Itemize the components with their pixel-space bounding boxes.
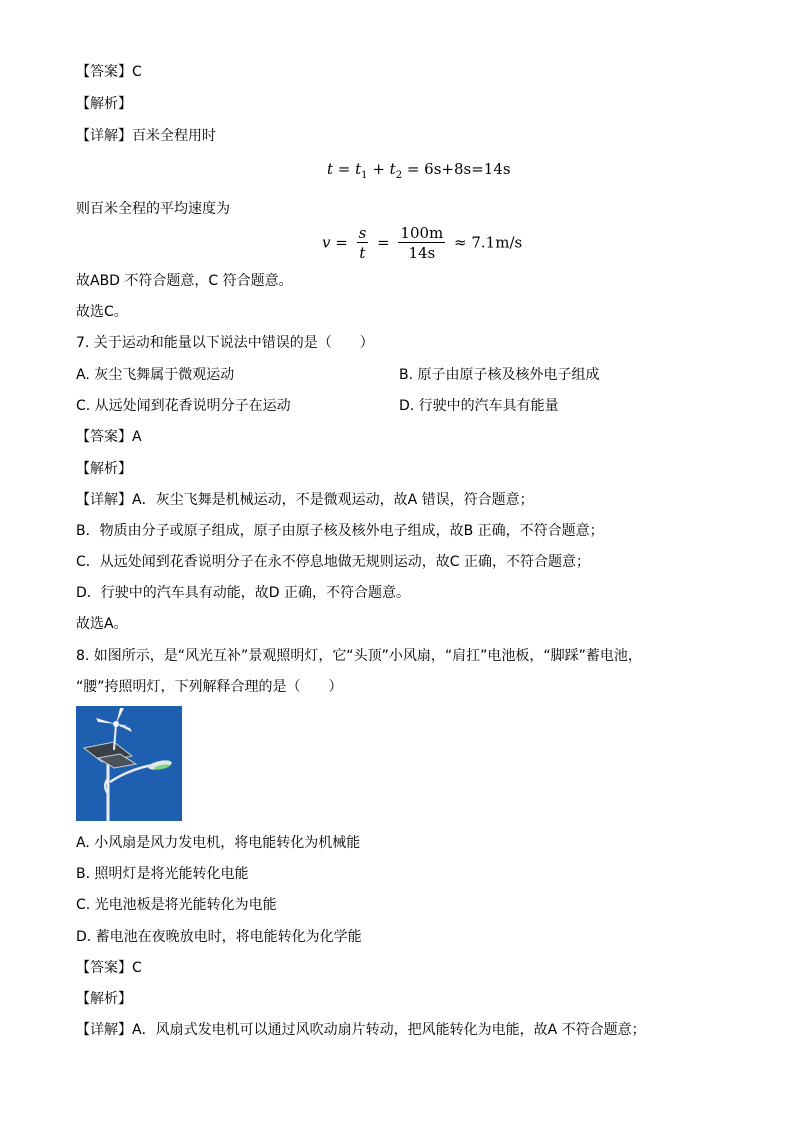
wind-solar-street-lamp-image — [76, 706, 182, 821]
q6-formula-speed: v = $\frac{s}{t}$ = $\frac{100m}{14s}$ ≈ 7.1m/s — [322, 224, 523, 262]
q6-analysis-heading: 【解析】 — [76, 96, 132, 112]
q7-detail-c: C．从远处闻到花香说明分子在永不停息地做无规则运动，故C 正确，不符合题意； — [76, 554, 590, 570]
q6-answer: 【答案】C — [76, 64, 142, 80]
fraction-100m-over-14s: $\frac{100m}{14s}$ — [400, 224, 444, 262]
q7-detail-b: B．物质由分子或原子组成，原子由原子核及核外电子组成，故B 正确，不符合题意； — [76, 523, 604, 539]
q8-option-d: D. 蓄电池在夜晚放电时，将电能转化为化学能 — [76, 929, 362, 945]
q7-option-b: B. 原子由原子核及核外电子组成 — [399, 367, 600, 383]
q7-answer: 【答案】A — [76, 429, 142, 445]
q8-stem-line1: 8. 如图所示，是“风光互补”景观照明灯，它“头顶”小风扇，“肩扛”电池板，“脚踩”蓄电池， — [76, 648, 642, 664]
q6-formula-time: $t = t_1 + t_2 = 6s+8s=14s$ — [327, 160, 511, 181]
q8-option-a: A. 小风扇是风力发电机，将电能转化为机械能 — [76, 835, 361, 851]
q8-detail-a: 【详解】A．风扇式发电机可以通过风吹动扇片转动，把风能转化为电能，故A 不符合题意； — [76, 1022, 646, 1038]
q6-conclusion: 故ABD 不符合题意，C 符合题意。 — [76, 273, 293, 289]
q7-detail-a: 【详解】A．灰尘飞舞是机械运动，不是微观运动，故A 错误，符合题意； — [76, 492, 534, 508]
q7-choose: 故选A。 — [76, 616, 128, 632]
q6-detail: 【详解】百米全程用时 — [76, 128, 216, 144]
q7-detail-d: D．行驶中的汽车具有动能，故D 正确，不符合题意。 — [76, 585, 411, 601]
q8-option-b: B. 照明灯是将光能转化电能 — [76, 866, 249, 882]
q7-option-d: D. 行驶中的汽车具有能量 — [399, 398, 559, 414]
q8-answer: 【答案】C — [76, 960, 142, 976]
fraction-s-over-t: $\frac{s}{t}$ — [358, 224, 367, 262]
q7-analysis-heading: 【解析】 — [76, 461, 132, 477]
q6-then: 则百米全程的平均速度为 — [76, 201, 230, 217]
q6-choose: 故选C。 — [76, 304, 128, 320]
q8-analysis-heading: 【解析】 — [76, 991, 132, 1007]
q8-stem-line2: “腰”挎照明灯，下列解释合理的是（ ） — [76, 679, 343, 695]
q7-option-a: A. 灰尘飞舞属于微观运动 — [76, 367, 235, 383]
q7-stem: 7. 关于运动和能量以下说法中错误的是（ ） — [76, 335, 374, 351]
q7-option-c: C. 从远处闻到花香说明分子在运动 — [76, 398, 291, 414]
q8-option-c: C. 光电池板是将光能转化为电能 — [76, 897, 277, 913]
